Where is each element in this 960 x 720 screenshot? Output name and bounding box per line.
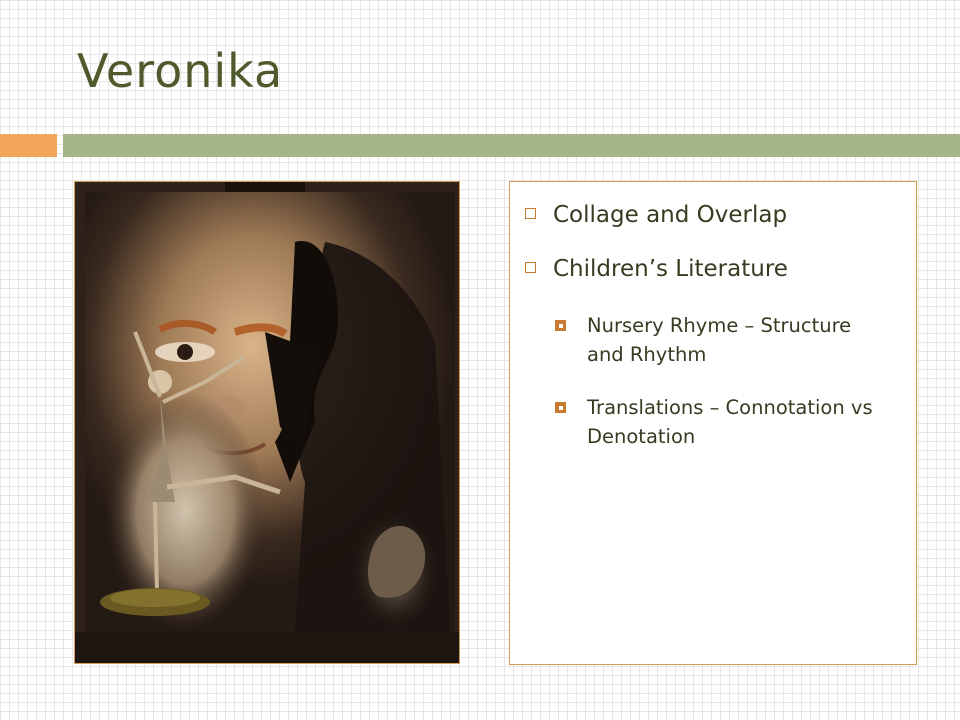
bullet-collage: Collage and Overlap	[525, 202, 787, 228]
subbullet-translations: Translations – Connotation vs Denotation	[555, 393, 885, 451]
content-text-box	[509, 181, 917, 665]
header-divider-bar	[63, 134, 960, 157]
square-bullet-icon	[525, 262, 536, 273]
bullet-childrens-literature: Children’s Literature	[525, 256, 788, 282]
filled-square-bullet-icon	[555, 402, 566, 413]
subbullet-nursery-rhyme: Nursery Rhyme – Structure and Rhythm	[555, 311, 885, 369]
artwork-image	[74, 181, 460, 664]
painting-image	[75, 182, 459, 663]
square-bullet-icon	[525, 208, 536, 219]
header-accent-bar	[0, 134, 57, 157]
slide-title: Veronika	[77, 44, 284, 98]
filled-square-bullet-icon	[555, 320, 566, 331]
